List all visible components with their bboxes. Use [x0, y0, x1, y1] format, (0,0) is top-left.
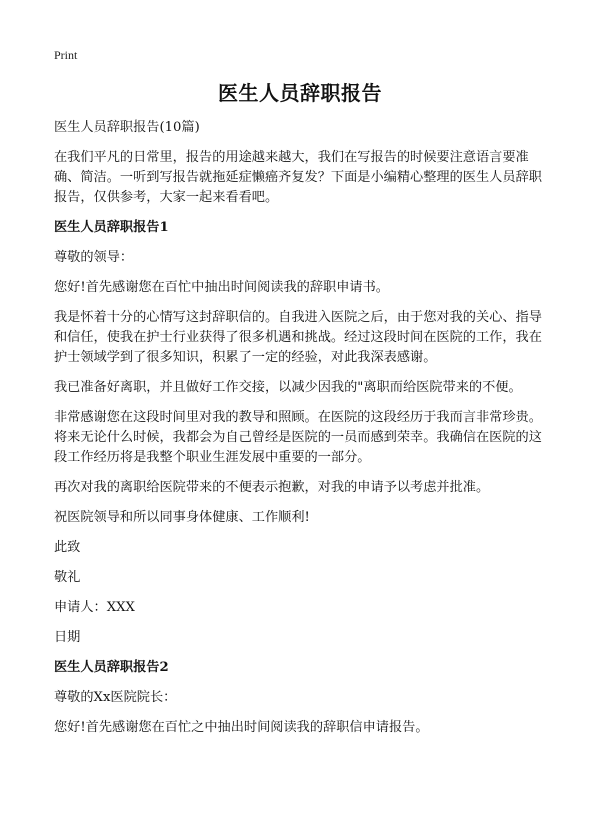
page-title: 医生人员辞职报告	[218, 81, 382, 105]
section-1-heading: 医生人员辞职报告1	[54, 220, 169, 235]
print-link[interactable]: Print	[54, 48, 78, 62]
section-2-heading: 医生人员辞职报告2	[54, 660, 169, 675]
section-1-paragraph-3: 我已准备好离职，并且做好工作交接，以减少因我的"离职而给医院带来的不便。	[54, 380, 522, 395]
section-1-closing-2: 敬礼	[54, 570, 81, 585]
section-1-applicant: 申请人：XXX	[54, 600, 135, 615]
section-1-closing-1: 此致	[54, 540, 81, 555]
intro-paragraph: 在我们平凡的日常里，报告的用途越来越大，我们在写报告的时候要注意语言要准确、简洁。一听到写报告就拖延症懒癌齐复发？下面是小编精心整理的医生人员辞职报告，仅供参考，大家一起来看看吧。	[54, 150, 542, 205]
section-1-paragraph-4: 非常感谢您在这段时间里对我的教导和照顾。在医院的这段经历于我而言非常珍贵。将来无论什么时候，我都会为自己曾经是医院的一员而感到荣幸。我确信在医院的这段工作经历将是我整个职业生涯发展中重要的一部分。	[54, 410, 542, 465]
section-2-paragraph-1: 您好!首先感谢您在百忙之中抽出时间阅读我的辞职信申请报告。	[54, 720, 429, 735]
document-subtitle: 医生人员辞职报告(10篇)	[54, 120, 200, 135]
section-1-date: 日期	[54, 630, 81, 645]
section-1-salutation: 尊敬的领导：	[54, 250, 134, 265]
section-1-paragraph-2: 我是怀着十分的心情写这封辞职信的。自我进入医院之后，由于您对我的关心、指导和信任，使我在护士行业获得了很多机遇和挑战。经过这段时间在医院的工作，我在护士领域学到了很多知识，积累了一定的经验，对此我深表感谢。	[54, 310, 542, 365]
section-1-paragraph-1: 您好!首先感谢您在百忙中抽出时间阅读我的辞职申请书。	[54, 280, 389, 295]
section-2-salutation: 尊敬的Xx医院院长：	[54, 690, 177, 705]
section-1-paragraph-5: 再次对我的离职给医院带来的不便表示抱歉，对我的申请予以考虑并批准。	[54, 480, 490, 495]
document-body	[54, 118, 554, 748]
section-1-paragraph-6: 祝医院领导和所以同事身体健康、工作顺利!	[54, 510, 310, 525]
